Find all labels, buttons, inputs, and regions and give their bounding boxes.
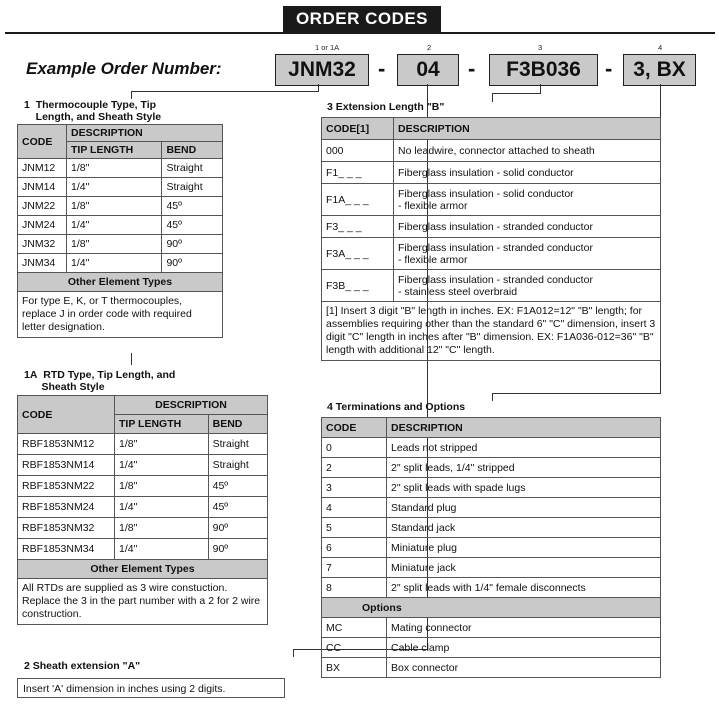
table-row: JNM22 1/8" 45º	[18, 197, 223, 216]
section3-note: [1] Insert 3 digit "B" length in inches. EX: F1A012=12" "B" length; for assemblies requiring other than the standard 6" "C" dimension, insert 3 digit "C" length in inches after "B" dimension. EX: F1A036-012=36" "B" length with additional 12" "C" length.	[322, 302, 661, 361]
table-row: 7 Miniature jack	[322, 558, 661, 578]
title-rule	[5, 32, 715, 34]
col-tip-length: TIP LENGTH	[115, 415, 209, 434]
table-row: 8 2" split leads with 1/4" female disconnects	[322, 578, 661, 598]
connector-line	[492, 393, 661, 394]
col-code: CODE	[18, 396, 115, 434]
table-row: RBF1853NM24 1/4" 45º	[18, 497, 268, 518]
table-row: BX Box connector	[322, 658, 661, 678]
col-tip-length: TIP LENGTH	[67, 142, 162, 159]
options-label: Options	[322, 598, 661, 618]
section1-note: For type E, K, or T thermocouples, replace J in order code with required letter designation.	[18, 292, 223, 338]
col-bend: BEND	[208, 415, 267, 434]
section4-table	[321, 417, 661, 678]
section1a-table	[17, 395, 268, 625]
section1-table	[17, 124, 223, 338]
section3-table	[321, 117, 661, 361]
table-row: MC Mating connector	[322, 618, 661, 638]
col-description: DESCRIPTION	[394, 118, 661, 140]
connector-line	[131, 91, 319, 92]
col-code: CODE	[18, 125, 67, 159]
table-row: 2 2" split leads, 1/4" stripped	[322, 458, 661, 478]
connector-line	[492, 93, 493, 102]
table-row: RBF1853NM14 1/4" Straight	[18, 455, 268, 476]
section2-text: Insert 'A' dimension in inches using 2 digits.	[17, 678, 285, 698]
connector-line	[492, 93, 541, 94]
section1a-title: 1A RTD Type, Tip Length, and Sheath Style	[24, 369, 176, 393]
separator-1: -	[378, 56, 386, 81]
other-element-types: Other Element Types	[18, 560, 268, 579]
col-description: DESCRIPTION	[67, 125, 223, 142]
connector-line	[131, 91, 132, 99]
table-row: F1A_ _ _ Fiberglass insulation - solid conductor - flexible armor	[322, 184, 661, 216]
section2-title: 2 Sheath extension "A"	[24, 660, 141, 672]
col-description: DESCRIPTION	[387, 418, 661, 438]
table-row: 5 Standard jack	[322, 518, 661, 538]
separator-2: -	[468, 56, 476, 81]
part-box-2: 04	[397, 54, 459, 86]
table-row: JNM32 1/8" 90º	[18, 235, 223, 254]
part-box-1: JNM32	[275, 54, 369, 86]
connector-line	[131, 353, 132, 365]
part-box-3: F3B036	[489, 54, 598, 86]
table-row: RBF1853NM32 1/8" 90º	[18, 518, 268, 539]
table-row: 6 Miniature plug	[322, 538, 661, 558]
col-bend: BEND	[162, 142, 223, 159]
table-row: JNM34 1/4" 90º	[18, 254, 223, 273]
part-box-4: 3, BX	[623, 54, 696, 86]
part-tag-2: 2	[427, 43, 432, 52]
table-row: CC Cable clamp	[322, 638, 661, 658]
section3-title: 3 Extension Length "B"	[327, 101, 445, 113]
page-title: ORDER CODES	[283, 6, 441, 32]
table-row: F1_ _ _ Fiberglass insulation - solid conductor	[322, 162, 661, 184]
section1-title: 1 Thermocouple Type, Tip Length, and Sheath Style	[24, 99, 162, 123]
table-row: 4 Standard plug	[322, 498, 661, 518]
table-row: 0 Leads not stripped	[322, 438, 661, 458]
table-row: RBF1853NM34 1/4" 90º	[18, 539, 268, 560]
other-element-types: Other Element Types	[18, 273, 223, 292]
connector-line	[492, 393, 493, 401]
table-row: F3A_ _ _ Fiberglass insulation - stranded conductor - flexible armor	[322, 238, 661, 270]
col-code: CODE	[322, 418, 387, 438]
part-tag-4: 4	[658, 43, 663, 52]
example-label: Example Order Number:	[26, 59, 222, 78]
table-row: JNM14 1/4" Straight	[18, 178, 223, 197]
table-row: F3B_ _ _ Fiberglass insulation - stranded conductor - stainless steel overbraid	[322, 270, 661, 302]
part-tag-3: 3	[538, 43, 543, 52]
section1a-note: All RTDs are supplied as 3 wire constuction. Replace the 3 in the part number with a 2 for 2 wire construction.	[18, 579, 268, 625]
separator-3: -	[605, 56, 613, 81]
col-description: DESCRIPTION	[115, 396, 268, 415]
part-tag-1: 1 or 1A	[315, 43, 340, 52]
table-row: JNM24 1/4" 45º	[18, 216, 223, 235]
table-row: RBF1853NM12 1/8" Straight	[18, 434, 268, 455]
table-row: RBF1853NM22 1/8" 45º	[18, 476, 268, 497]
table-row: 3 2" split leads with spade lugs	[322, 478, 661, 498]
table-row: F3_ _ _ Fiberglass insulation - stranded conductor	[322, 216, 661, 238]
section4-title: 4 Terminations and Options	[327, 401, 466, 413]
table-row: JNM12 1/8" Straight	[18, 159, 223, 178]
connector-line	[293, 649, 294, 657]
table-row: 000 No leadwire, connector attached to sheath	[322, 140, 661, 162]
col-code: CODE[1]	[322, 118, 394, 140]
